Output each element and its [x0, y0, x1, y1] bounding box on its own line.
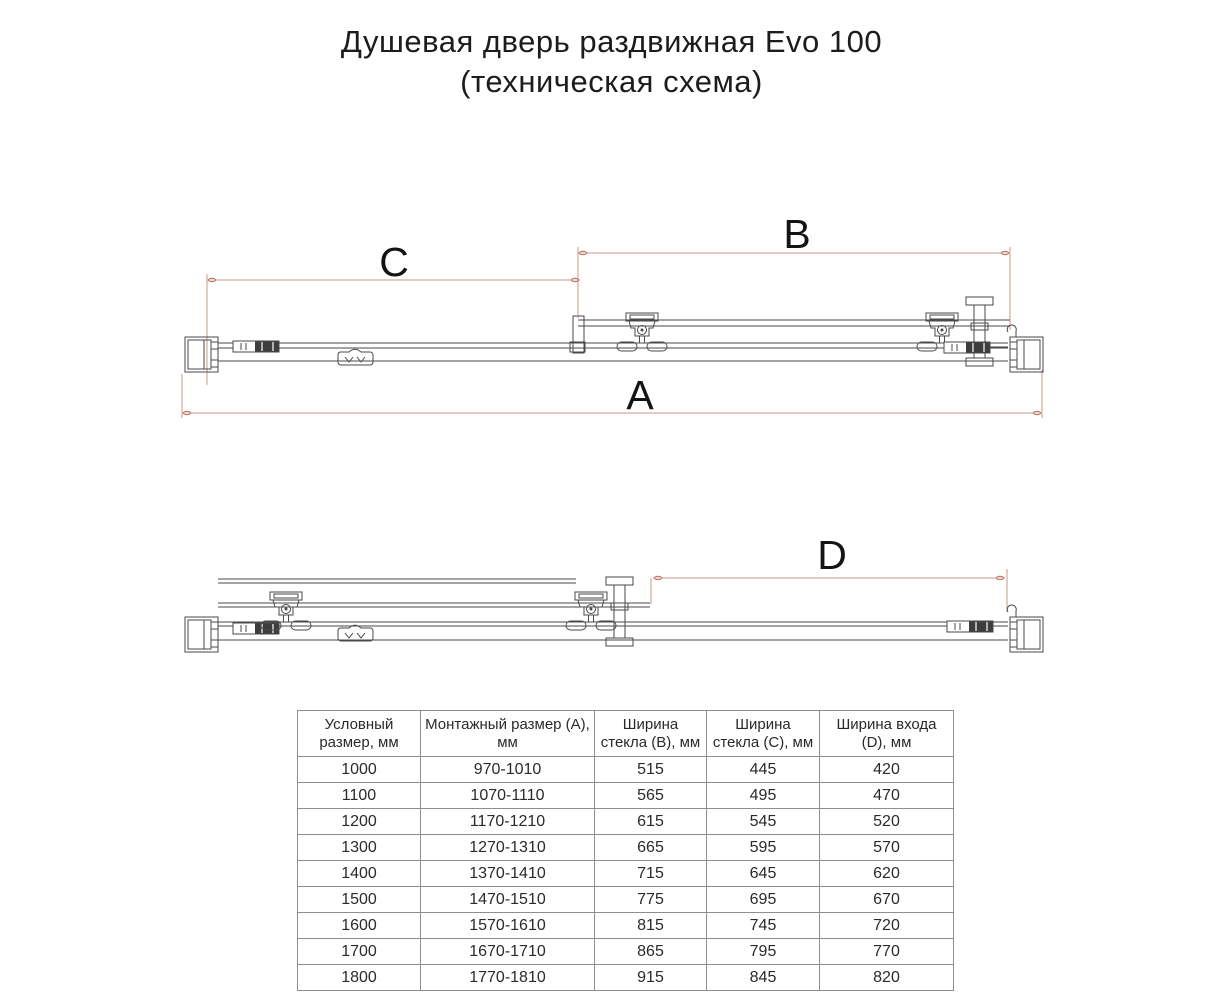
table-row [298, 887, 954, 913]
dim-marker [1001, 251, 1008, 254]
header-entry-width-d: Ширина входа (D), мм [820, 711, 954, 757]
table-cell: 1200 [298, 809, 421, 835]
table-row [298, 913, 954, 939]
table-cell: 670 [820, 887, 954, 913]
drawing-closed-view [182, 211, 1043, 418]
table-cell: 665 [595, 835, 707, 861]
glass-clamp [338, 349, 373, 365]
closed-door-assembly [185, 297, 1043, 372]
table-cell: 715 [595, 861, 707, 887]
table-cell: 570 [820, 835, 954, 861]
table-cell: 1500 [298, 887, 421, 913]
dim-marker [1033, 411, 1040, 414]
table-cell: 695 [707, 887, 820, 913]
table-cell: 620 [820, 861, 954, 887]
table-cell: 1170-1210 [421, 809, 595, 835]
table-row [298, 809, 954, 835]
table-cell: 1370-1410 [421, 861, 595, 887]
table-cell: 1100 [298, 783, 421, 809]
magnet-strip-right [944, 342, 990, 353]
wall-profile-left [185, 617, 218, 652]
wall-hook [1007, 605, 1016, 617]
dim-marker [654, 576, 661, 579]
wall-profile-right [1010, 337, 1043, 372]
table-cell: 1400 [298, 861, 421, 887]
table-cell: 420 [820, 757, 954, 783]
header-glass-width-b: Ширина стекла (B), мм [595, 711, 707, 757]
size-table [297, 710, 954, 991]
magnet-strip-left [233, 341, 279, 352]
table-row [298, 757, 954, 783]
table-cell: 1300 [298, 835, 421, 861]
table-row [298, 965, 954, 991]
table-cell: 1700 [298, 939, 421, 965]
dimension-lines-top [182, 247, 1042, 418]
table-header-row [298, 711, 954, 757]
table-cell: 1670-1710 [421, 939, 595, 965]
table-row [298, 835, 954, 861]
table-row [298, 861, 954, 887]
table-cell: 865 [595, 939, 707, 965]
dim-marker [996, 576, 1003, 579]
table-cell: 1800 [298, 965, 421, 991]
table-cell: 470 [820, 783, 954, 809]
table-cell: 1070-1110 [421, 783, 595, 809]
drawing-open-view [185, 532, 1043, 652]
table-cell: 1600 [298, 913, 421, 939]
table-cell: 515 [595, 757, 707, 783]
page-title-line2: (техническая схема) [460, 64, 763, 99]
dim-label-D: D [817, 532, 847, 578]
header-glass-width-c: Ширина стекла (C), мм [707, 711, 820, 757]
table-cell: 520 [820, 809, 954, 835]
wall-hook [1007, 325, 1016, 337]
table-cell: 1000 [298, 757, 421, 783]
size-table-head [298, 711, 954, 757]
magnet-strip-right [947, 621, 993, 632]
table-cell: 815 [595, 913, 707, 939]
table-cell: 745 [707, 913, 820, 939]
table-cell: 565 [595, 783, 707, 809]
table-cell: 770 [820, 939, 954, 965]
wall-profile-right [1010, 617, 1043, 652]
dim-label-B: B [783, 211, 811, 257]
magnet-strip-left [233, 623, 279, 634]
table-cell: 1470-1510 [421, 887, 595, 913]
dim-label-A: A [626, 372, 654, 418]
table-cell: 545 [707, 809, 820, 835]
open-door-assembly [185, 577, 1043, 652]
table-row [298, 783, 954, 809]
table-cell: 970-1010 [421, 757, 595, 783]
table-cell: 495 [707, 783, 820, 809]
table-cell: 645 [707, 861, 820, 887]
door-handle [966, 297, 993, 366]
page-title-line1: Душевая дверь раздвижная Evo 100 [340, 24, 883, 59]
table-cell: 915 [595, 965, 707, 991]
dim-marker [183, 411, 190, 414]
size-table-container [297, 710, 953, 991]
size-table-body [298, 757, 954, 991]
table-cell: 775 [595, 887, 707, 913]
roller-right [566, 592, 616, 630]
door-handle [606, 577, 633, 646]
table-cell: 845 [707, 965, 820, 991]
dim-marker [208, 278, 215, 281]
roller-left [617, 313, 667, 351]
wall-profile-left [185, 337, 218, 372]
table-cell: 1270-1310 [421, 835, 595, 861]
header-mounting-size-a: Монтажный размер (A), мм [421, 711, 595, 757]
table-cell: 445 [707, 757, 820, 783]
table-cell: 820 [820, 965, 954, 991]
table-cell: 795 [707, 939, 820, 965]
dim-marker [579, 251, 586, 254]
glass-clamp [338, 625, 373, 641]
table-cell: 595 [707, 835, 820, 861]
table-cell: 720 [820, 913, 954, 939]
header-nominal-size: Условный размер, мм [298, 711, 421, 757]
dim-marker [571, 278, 578, 281]
table-row [298, 939, 954, 965]
table-cell: 615 [595, 809, 707, 835]
dim-label-C: C [379, 239, 409, 285]
table-cell: 1770-1810 [421, 965, 595, 991]
table-cell: 1570-1610 [421, 913, 595, 939]
panel-end-cap [573, 316, 584, 353]
